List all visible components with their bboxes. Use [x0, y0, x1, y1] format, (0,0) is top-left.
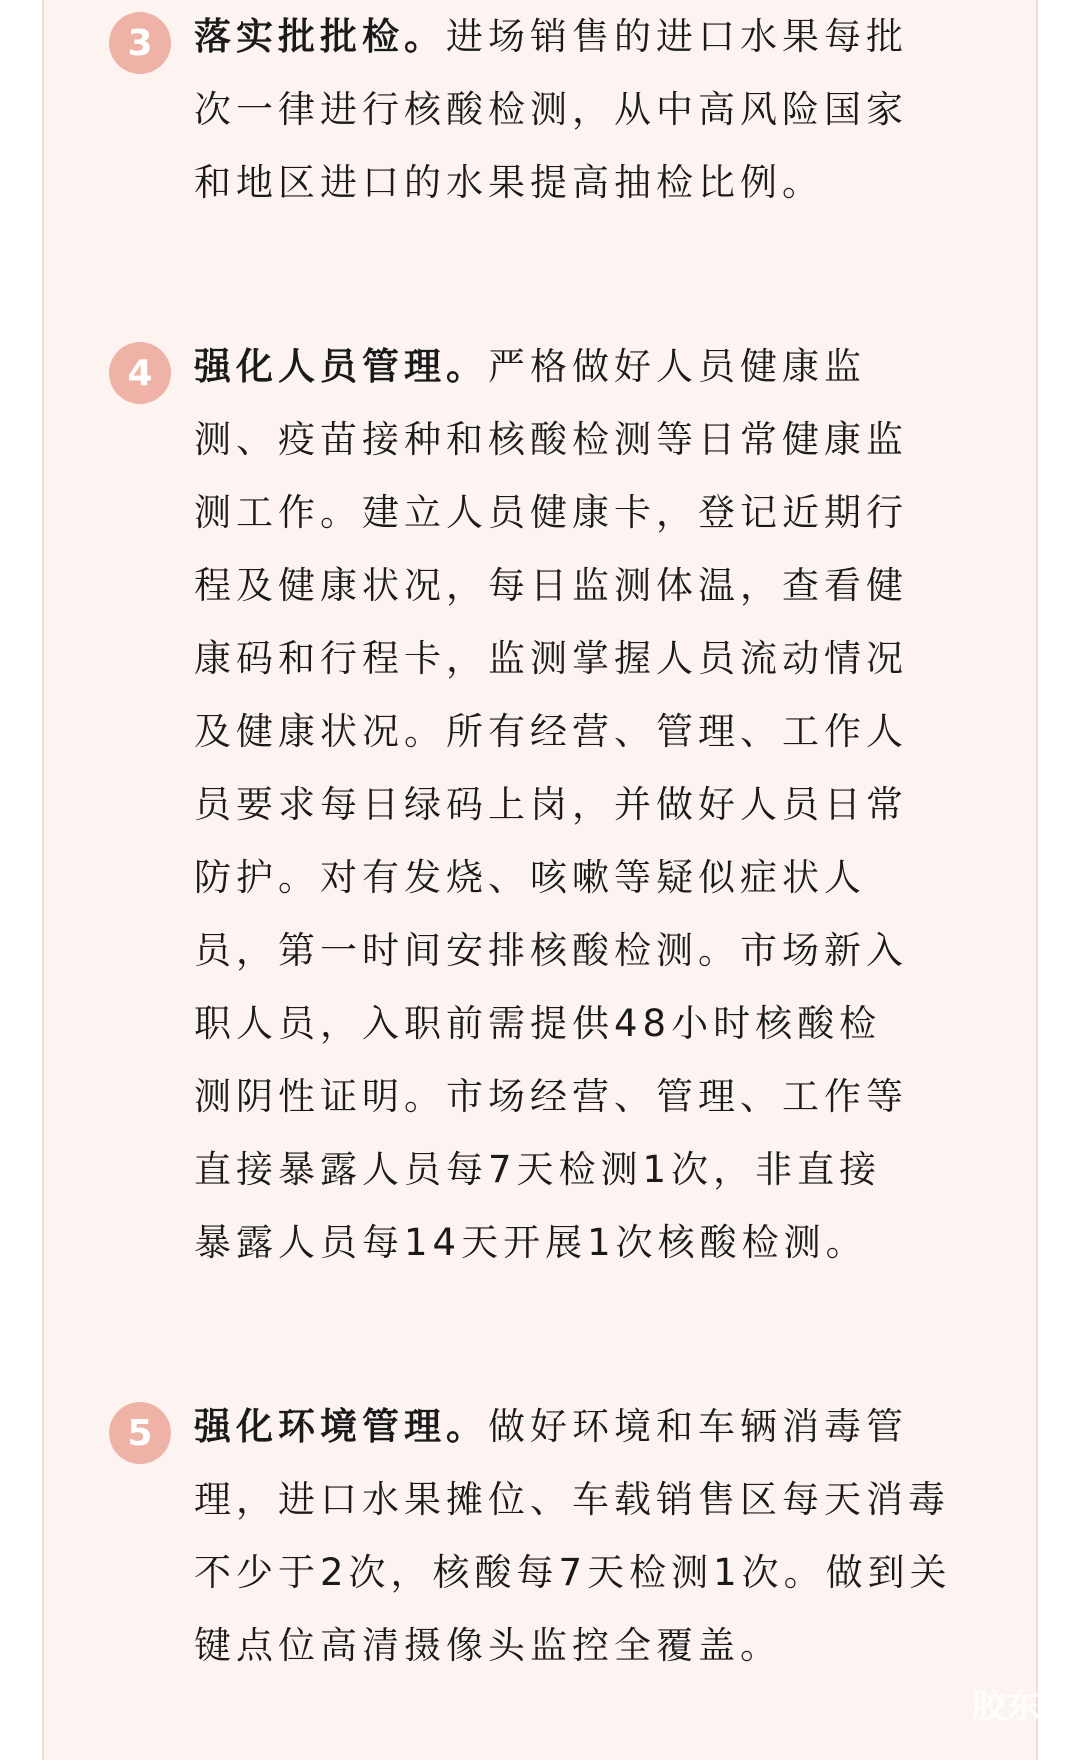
text-line: 测工作。建立人员健康卡，登记近期行	[194, 476, 970, 549]
content-card	[42, 0, 1038, 1760]
text-line: 键点位高清摄像头监控全覆盖。	[194, 1609, 970, 1682]
paragraph-lead: 强化人员管理。	[194, 345, 488, 388]
text-line: 职人员，入职前需提供48小时核酸检	[194, 987, 970, 1060]
text-line: 强化人员管理。严格做好人员健康监	[194, 330, 970, 403]
text-line: 理，进口水果摊位、车载销售区每天消毒	[194, 1463, 970, 1536]
text-line: 程及健康状况，每日监测体温，查看健	[194, 549, 970, 622]
text-line: 次一律进行核酸检测，从中高风险国家	[194, 73, 970, 146]
text-line: 测、疫苗接种和核酸检测等日常健康监	[194, 403, 970, 476]
text-line: 员，第一时间安排核酸检测。市场新入	[194, 914, 970, 987]
text-line: 测阴性证明。市场经营、管理、工作等	[194, 1060, 970, 1133]
paragraph-3	[194, 0, 970, 219]
paragraph-4	[194, 330, 970, 1279]
text-line: 和地区进口的水果提高抽检比例。	[194, 146, 970, 219]
text-line: 员要求每日绿码上岗，并做好人员日常	[194, 768, 970, 841]
text-line: 防护。对有发烧、咳嗽等疑似症状人	[194, 841, 970, 914]
text-line: 康码和行程卡，监测掌握人员流动情况	[194, 622, 970, 695]
text-line: 暴露人员每14天开展1次核酸检测。	[194, 1206, 970, 1279]
text-line: 及健康状况。所有经营、管理、工作人	[194, 695, 970, 768]
number-badge-3: 3	[109, 12, 171, 74]
watermark-logo: 胶东	[972, 1679, 1040, 1728]
number-badge-4: 4	[109, 342, 171, 404]
paragraph-lead: 落实批批检。	[194, 15, 446, 58]
text-line: 强化环境管理。做好环境和车辆消毒管	[194, 1390, 970, 1463]
paragraph-lead: 强化环境管理。	[194, 1405, 488, 1448]
paragraph-5	[194, 1390, 970, 1682]
text-line: 直接暴露人员每7天检测1次，非直接	[194, 1133, 970, 1206]
number-badge-5: 5	[109, 1402, 171, 1464]
text-line: 不少于2次，核酸每7天检测1次。做到关	[194, 1536, 970, 1609]
text-line: 落实批批检。进场销售的进口水果每批	[194, 0, 970, 73]
